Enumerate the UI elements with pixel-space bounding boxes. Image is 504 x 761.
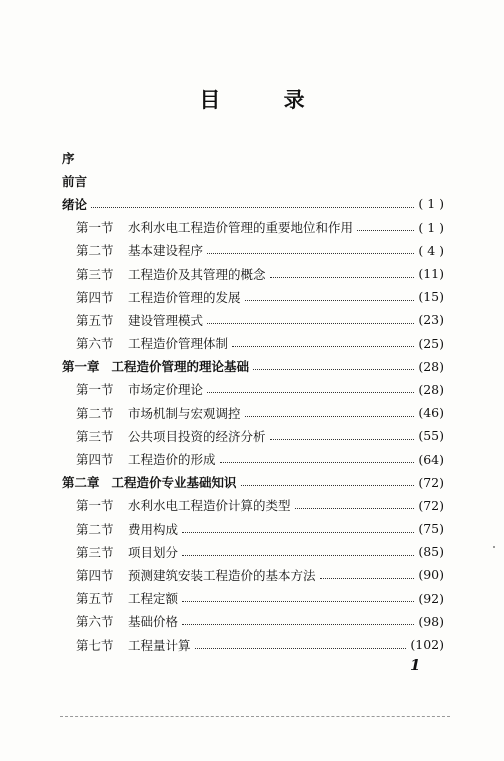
dot-leader xyxy=(220,461,415,463)
section-title: 工程造价的形成 xyxy=(128,452,216,468)
section-number: 第二节 xyxy=(76,243,114,259)
section-number: 第一节 xyxy=(76,382,114,398)
dot-leader xyxy=(270,438,415,440)
toc-section-row[interactable] xyxy=(62,239,444,262)
chapter-title: 工程造价管理的理论基础 xyxy=(111,359,250,375)
toc-section-row[interactable] xyxy=(62,262,444,285)
toc-section-row[interactable] xyxy=(62,216,444,239)
section-title: 项目划分 xyxy=(128,544,179,560)
toc-section-row[interactable] xyxy=(62,494,444,517)
section-number: 第二节 xyxy=(76,405,114,421)
section-title: 水利水电工程造价计算的类型 xyxy=(128,498,291,514)
section-number: 第一节 xyxy=(76,220,114,236)
section-title: 水利水电工程造价管理的重要地位和作用 xyxy=(128,220,354,236)
toc-page-ref: (46) xyxy=(418,405,444,421)
section-title: 工程定额 xyxy=(128,591,179,607)
dot-leader xyxy=(270,276,415,278)
section-number: 第三节 xyxy=(76,428,114,444)
toc-page-ref: (72) xyxy=(418,474,444,490)
section-title: 费用构成 xyxy=(128,521,179,537)
toc-page-ref: (98) xyxy=(418,613,444,629)
dot-leader xyxy=(245,299,415,301)
scan-speck xyxy=(493,546,495,548)
toc-page-ref: (28) xyxy=(418,358,444,374)
toc-chapter-row[interactable] xyxy=(62,355,444,378)
chapter-number: 第二章 xyxy=(62,475,100,491)
chapter-number: 第一章 xyxy=(62,359,100,375)
dot-leader xyxy=(357,229,414,231)
dot-leader xyxy=(182,531,414,533)
dot-leader xyxy=(241,484,415,486)
toc-chapter-row[interactable] xyxy=(62,471,444,494)
toc-section-row[interactable] xyxy=(62,633,444,656)
toc-section-row[interactable] xyxy=(62,378,444,401)
section-number: 第四节 xyxy=(76,289,114,305)
section-title: 预测建筑安装工程造价的基本方法 xyxy=(128,567,316,583)
toc-page-ref: ( 1 ) xyxy=(418,219,444,235)
dot-leader xyxy=(195,647,407,649)
toc-entry-label: 序 xyxy=(62,150,75,166)
toc-section-row[interactable] xyxy=(62,308,444,331)
section-title: 工程造价及其管理的概念 xyxy=(128,266,266,282)
dot-leader xyxy=(295,507,415,509)
toc-entry-preface[interactable] xyxy=(62,146,444,169)
section-number: 第六节 xyxy=(76,614,114,630)
section-number: 第二节 xyxy=(76,521,114,537)
dot-leader xyxy=(182,623,414,625)
dot-leader xyxy=(182,554,414,556)
toc-page-ref: (25) xyxy=(418,335,444,351)
section-number: 第五节 xyxy=(76,312,114,328)
section-number: 第三节 xyxy=(76,544,114,560)
dot-leader xyxy=(253,368,414,370)
toc-entry-introduction[interactable] xyxy=(62,192,444,215)
section-title: 基础价格 xyxy=(128,614,179,630)
toc-page-ref: (90) xyxy=(418,567,444,583)
section-title: 基本建设程序 xyxy=(128,243,204,259)
toc-page-ref: (75) xyxy=(418,521,444,537)
scan-edge-divider xyxy=(60,716,450,717)
dot-leader xyxy=(182,600,414,602)
dot-leader xyxy=(207,322,414,324)
section-number: 第四节 xyxy=(76,567,114,583)
section-title: 建设管理模式 xyxy=(128,312,204,328)
section-number: 第一节 xyxy=(76,498,114,514)
toc-section-row[interactable] xyxy=(62,540,444,563)
section-title: 市场定价理论 xyxy=(128,382,204,398)
section-number: 第六节 xyxy=(76,336,114,352)
dot-leader xyxy=(245,415,415,417)
toc-page-ref: (102) xyxy=(410,637,444,653)
page-title: 目 录 xyxy=(199,88,333,112)
section-number: 第三节 xyxy=(76,266,114,282)
toc-page-ref: (28) xyxy=(418,381,444,397)
toc-section-row[interactable] xyxy=(62,517,444,540)
section-title: 工程造价管理的发展 xyxy=(128,289,241,305)
toc-section-row[interactable] xyxy=(62,401,444,424)
toc-entry-label: 前言 xyxy=(62,173,88,189)
dot-leader xyxy=(320,577,415,579)
toc-page-ref: ( 4 ) xyxy=(418,242,444,258)
toc-section-row[interactable] xyxy=(62,424,444,447)
dot-leader xyxy=(91,206,414,208)
toc-page-ref: (23) xyxy=(418,312,444,328)
section-title: 工程造价管理体制 xyxy=(128,336,229,352)
toc-page-ref: (64) xyxy=(418,451,444,467)
section-title: 工程量计算 xyxy=(128,637,191,653)
page-number: 1 xyxy=(410,656,421,674)
toc-section-row[interactable] xyxy=(62,610,444,633)
table-of-contents xyxy=(62,146,444,656)
toc-page-ref: (15) xyxy=(418,289,444,305)
section-number: 第七节 xyxy=(76,637,114,653)
dot-leader xyxy=(232,345,414,347)
section-title: 市场机制与宏观调控 xyxy=(128,405,241,421)
toc-page-ref: ( 1 ) xyxy=(418,196,444,212)
toc-page-ref: (72) xyxy=(418,497,444,513)
toc-section-row[interactable] xyxy=(62,285,444,308)
toc-page-ref: (11) xyxy=(418,266,444,282)
toc-section-row[interactable] xyxy=(62,587,444,610)
dot-leader xyxy=(207,391,414,393)
toc-page-ref: (92) xyxy=(418,590,444,606)
section-title: 公共项目投资的经济分析 xyxy=(128,428,266,444)
toc-section-row[interactable] xyxy=(62,332,444,355)
toc-page-ref: (55) xyxy=(418,428,444,444)
dot-leader xyxy=(207,252,414,254)
toc-section-row[interactable] xyxy=(62,563,444,586)
chapter-title: 工程造价专业基础知识 xyxy=(111,475,237,491)
toc-page-ref: (85) xyxy=(418,544,444,560)
section-number: 第四节 xyxy=(76,452,114,468)
toc-entry-foreword[interactable] xyxy=(62,169,444,192)
section-number: 第五节 xyxy=(76,591,114,607)
toc-section-row[interactable] xyxy=(62,447,444,470)
toc-entry-label: 绪论 xyxy=(62,196,88,212)
